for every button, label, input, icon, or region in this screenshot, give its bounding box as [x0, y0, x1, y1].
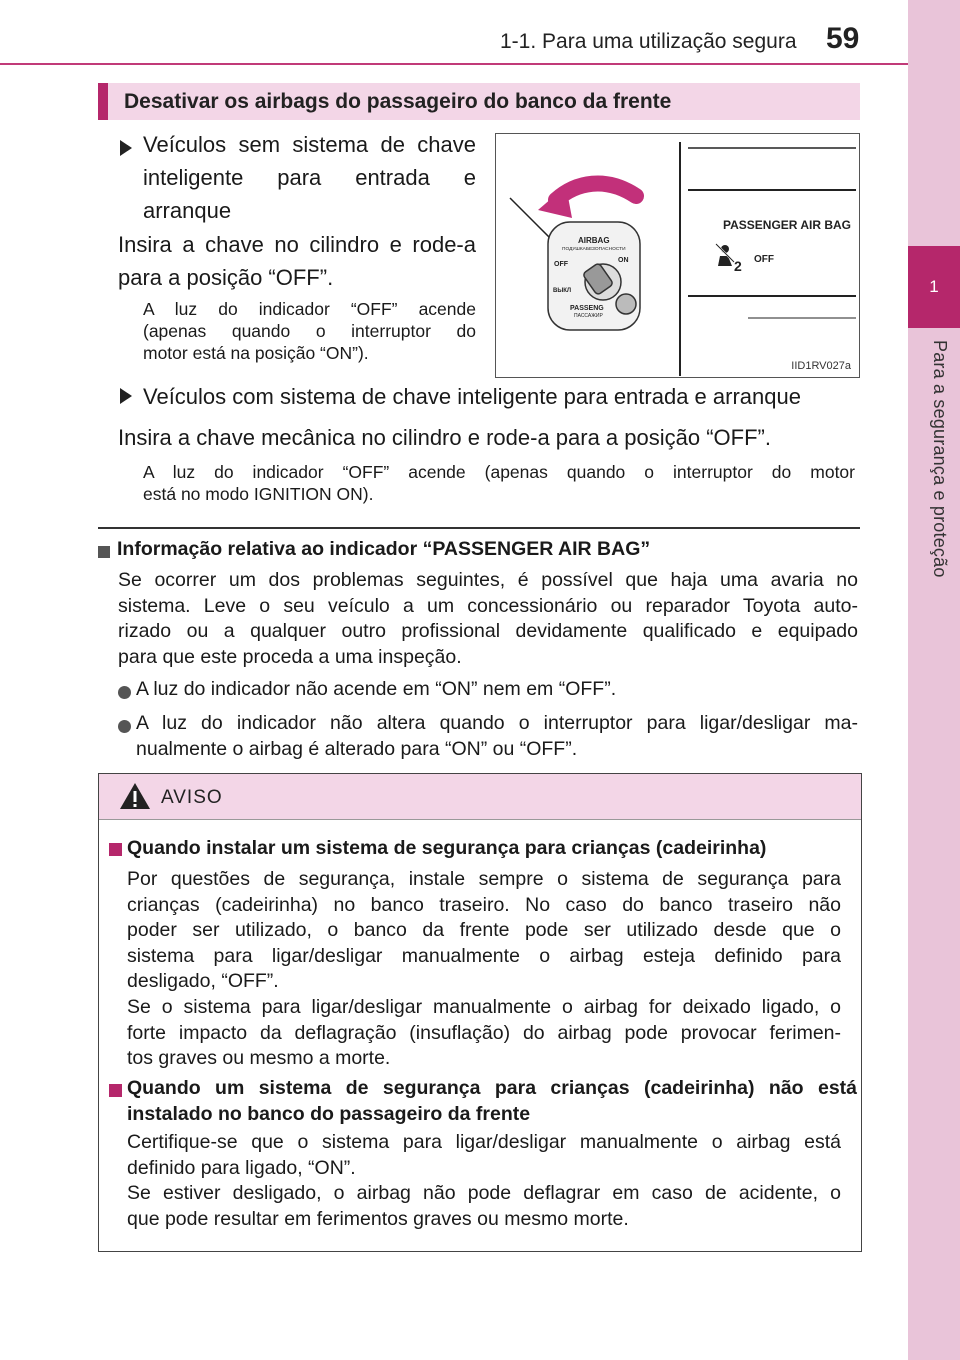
svg-text:2: 2	[734, 258, 742, 274]
warning-box	[98, 773, 862, 1252]
indicator-label: PASSENGER AIR BAG	[723, 218, 852, 232]
info-title: Informação relativa ao indicador “PASSENGER AIR BAG”	[117, 538, 651, 560]
info-body: Se ocorrer um dos problemas seguintes, é possível que haja uma avaria no sistema. Leve o seu veículo a um concessionário ou reparador Toyota auto- rizado ou a qualquer outro profissional devidamente qualificado e equipado para que este proceda a uma inspeção.	[118, 569, 858, 668]
header-rule	[0, 63, 908, 65]
page-number: 59	[826, 22, 860, 55]
separator-rule	[98, 527, 860, 529]
triangle-bullet-icon	[120, 140, 132, 156]
running-header: 1-1. Para uma utilização segura	[500, 30, 797, 53]
triangle-bullet-icon	[120, 388, 132, 404]
svg-text:ПОДУШКАБЕЗОПАСНОСТИ: ПОДУШКАБЕЗОПАСНОСТИ	[562, 247, 626, 252]
svg-text:AIRBAG: AIRBAG	[578, 236, 610, 245]
block2-instruction: Insira a chave mecânica no cilindro e rode-a para a posição “OFF”.	[118, 425, 771, 450]
warning-triangle-icon	[119, 782, 151, 810]
airbag-off-icon	[716, 244, 742, 274]
info-square-icon	[98, 545, 110, 563]
chapter-title: Para a segurança e proteção	[930, 340, 950, 578]
airbag-switch	[548, 222, 640, 330]
block2-heading: Veículos com sistema de chave inteligente para entrada e arranque	[143, 384, 801, 409]
block2-note: A luz do indicador “OFF” acende (apenas quando o interruptor do motor está no modo IGNITION ON).	[143, 462, 855, 504]
warning-header	[99, 774, 861, 820]
indicator-state: OFF	[754, 254, 774, 265]
info-bullet-1: A luz do indicador não acende em “ON” nem em “OFF”.	[136, 678, 617, 700]
warning-item2-body: Certifique-se que o sistema para ligar/desligar manualmente o airbag está definido para ligado, “ON”. Se estiver desligado, o airbag não pode deflagrar em caso de acidente, o que pode resultar em ferimentos graves ou mesmo morte.	[127, 1131, 841, 1230]
warning-item1-title: Quando instalar um sistema de segurança para crianças (cadeirinha)	[127, 837, 767, 859]
block1-instruction: Insira a chave no cilindro e rode-a para a posição “OFF”.	[118, 232, 476, 290]
svg-text:ВЫКЛ: ВЫКЛ	[553, 288, 572, 294]
airbag-switch-figure	[495, 133, 860, 378]
warning-item1-body: Por questões de segurança, instale sempre o sistema de segurança para crianças (cadeirinha) no banco traseiro. No caso do banco traseiro não poder ser utilizado, o banco da frente pode ser utilizado desde que o sistema para ligar/desligar manualmente o airbag esteja definido para desligado, “OFF”. Se o sistema para ligar/desligar manualmente o airbag for deixado ligado, o forte impacto da deflagração (insuflação) do airbag pode provocar ferimen- tos graves ou mesmo a morte.	[127, 868, 841, 1070]
figure-caption: IID1RV027a	[791, 360, 851, 372]
section-title: Desativar os airbags do passageiro do banco da frente	[124, 90, 672, 113]
bullet-dot-icon	[118, 686, 131, 704]
svg-text:PASSENG: PASSENG	[570, 305, 604, 312]
chapter-side-tab	[908, 0, 960, 1360]
bullet-dot-icon	[118, 720, 131, 738]
svg-text:ПАССАЖИР: ПАССАЖИР	[574, 313, 603, 319]
block1-note: A luz do indicador “OFF” acende (apenas quando o interruptor do motor está na posição “ON”).	[143, 299, 476, 363]
warning-item2-title: Quando um sistema de segurança para crianças (cadeirinha) não está instalado no banco do passageiro da frente	[127, 1077, 857, 1125]
section-title-box	[98, 83, 860, 120]
warning-title: AVISO	[161, 787, 223, 808]
airbag-switch-illustration	[496, 134, 858, 376]
info-bullet-2: A luz do indicador não altera quando o interruptor para ligar/desligar ma- nualmente o airbag é alterado para “ON” ou “OFF”.	[136, 712, 858, 760]
svg-text:ON: ON	[618, 257, 629, 264]
block1-heading: Veículos sem sistema de chave inteligente para entrada e arranque	[143, 132, 476, 223]
svg-text:OFF: OFF	[554, 261, 568, 268]
warning-square-icon	[109, 1084, 122, 1102]
warning-square-icon	[109, 843, 122, 861]
chapter-number: 1	[908, 246, 960, 328]
